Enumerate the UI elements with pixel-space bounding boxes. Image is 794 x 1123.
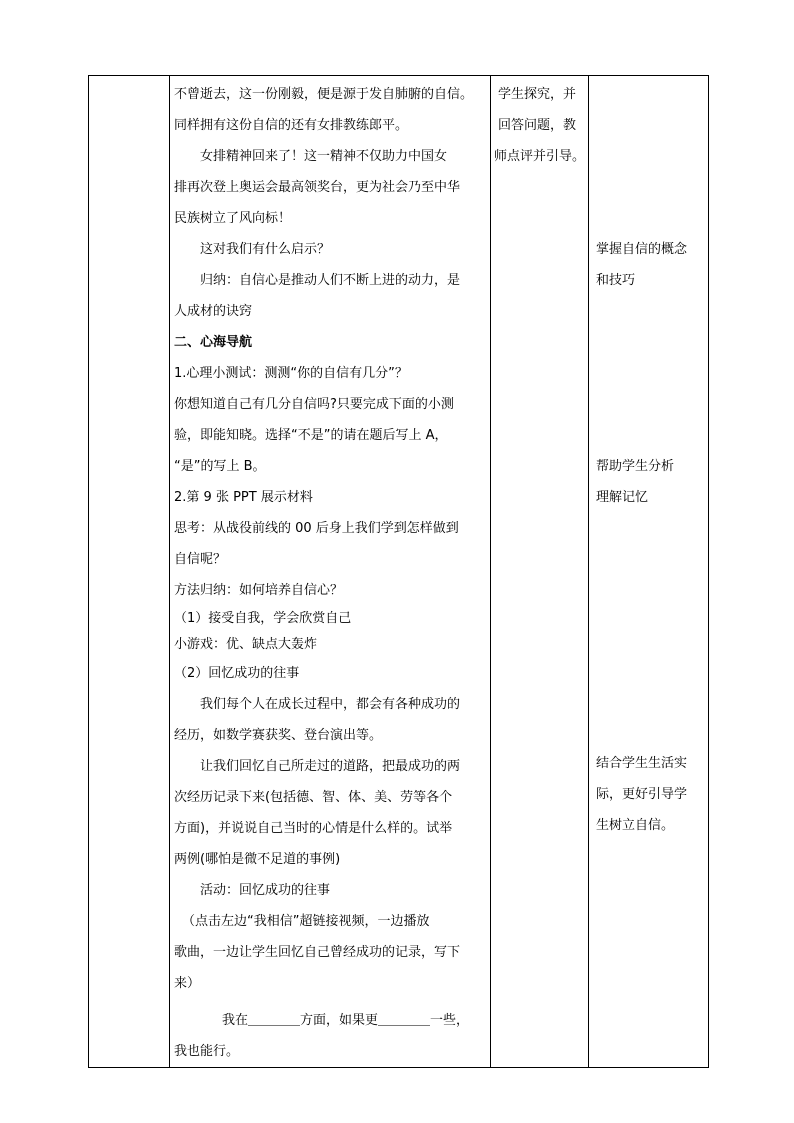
text-line: 不曾逝去，这一份刚毅，便是源于发自肺腑的自信。 xyxy=(174,87,474,102)
ppt-line: 2.第 9 张 PPT 展示材料 xyxy=(174,490,313,505)
activity-text: 学生探究，并 xyxy=(498,87,577,102)
student-activity-cell xyxy=(491,76,589,1068)
text-line: 两例(哪怕是微不足道的事例) xyxy=(174,852,341,867)
design-intent-cell xyxy=(589,76,709,1068)
intent-text: 和技巧 xyxy=(596,273,636,288)
text-line: 同样拥有这份自信的还有女排教练郎平。 xyxy=(174,118,409,133)
summary-line: 归纳：自信心是推动人们不断上进的动力，是 xyxy=(200,273,461,288)
text-line: （点击左边“我相信”超链接视频，一边播放 xyxy=(182,914,430,929)
teaching-process-cell xyxy=(170,76,491,1068)
text-line: 经历，如数学赛获奖、登台演出等。 xyxy=(174,728,383,743)
text-line: 来） xyxy=(174,976,201,991)
method-line: 方法归纳：如何培养自信心？ xyxy=(174,583,344,598)
table-row xyxy=(89,76,709,1068)
text-line: 方面)，并说说自己当时的心情是什么样的。试举 xyxy=(174,821,453,836)
intent-text: 生树立自信。 xyxy=(596,818,675,833)
think-line: 思考：从战役前线的 00 后身上我们学到怎样做到 xyxy=(174,521,459,536)
method-item: （1）接受自我，学会欣赏自己 xyxy=(174,611,352,626)
intent-text: 掌握自信的概念 xyxy=(596,242,688,257)
text-line: 我们每个人在成长过程中，都会有各种成功的 xyxy=(200,697,461,712)
text-line: 次经历记录下来(包括德、智、体、美、劳等各个 xyxy=(174,790,453,805)
think-line: 自信呢？ xyxy=(174,552,227,567)
fill-blank-line: 我也能行。 xyxy=(174,1044,240,1059)
text-line: 让我们回忆自己所走过的道路，把最成功的两 xyxy=(200,759,461,774)
text-line: 验，即能知晓。选择“不是”的请在题后写上 A， xyxy=(174,428,448,443)
activity-text: 回答问题，教 xyxy=(498,118,577,133)
intent-text: 理解记忆 xyxy=(596,490,649,505)
text-line: 女排精神回来了！这一精神不仅助力中国女 xyxy=(200,149,448,164)
intent-text: 际，更好引导学 xyxy=(596,787,688,802)
text-line: 你想知道自己有几分自信吗?只要完成下面的小测 xyxy=(174,397,454,412)
method-item: （2）回忆成功的往事 xyxy=(174,666,300,681)
intent-text: 帮助学生分析 xyxy=(596,459,675,474)
test-title: 1.心理小测试：测测“你的自信有几分”？ xyxy=(174,366,408,381)
fill-blank-line: 我在＿＿＿＿方面，如果更＿＿＿＿一些， xyxy=(222,1013,470,1028)
text-line: 排再次登上奥运会最高领奖台，更为社会乃至中华 xyxy=(174,180,461,195)
game-line: 小游戏：优、缺点大轰炸 xyxy=(174,637,318,652)
activity-text: 师点评并引导。 xyxy=(494,149,586,164)
question-line: 这对我们有什么启示？ xyxy=(200,242,331,257)
student-activity-content xyxy=(491,76,588,172)
text-line: 歌曲，一边让学生回忆自己曾经成功的记录，写下 xyxy=(174,945,461,960)
text-line: “是”的写上 B。 xyxy=(174,459,266,474)
intent-text: 结合学生生活实 xyxy=(596,756,688,771)
activity-line: 活动：回忆成功的往事 xyxy=(200,883,331,898)
design-intent-content xyxy=(589,76,708,841)
summary-line: 人成材的诀窍 xyxy=(174,304,253,319)
text-line: 民族树立了风向标！ xyxy=(174,211,292,226)
teaching-content xyxy=(170,76,490,1067)
section-title: 二、心海导航 xyxy=(174,335,253,350)
lesson-plan-table xyxy=(88,75,709,1068)
blank-cell xyxy=(89,76,170,1068)
